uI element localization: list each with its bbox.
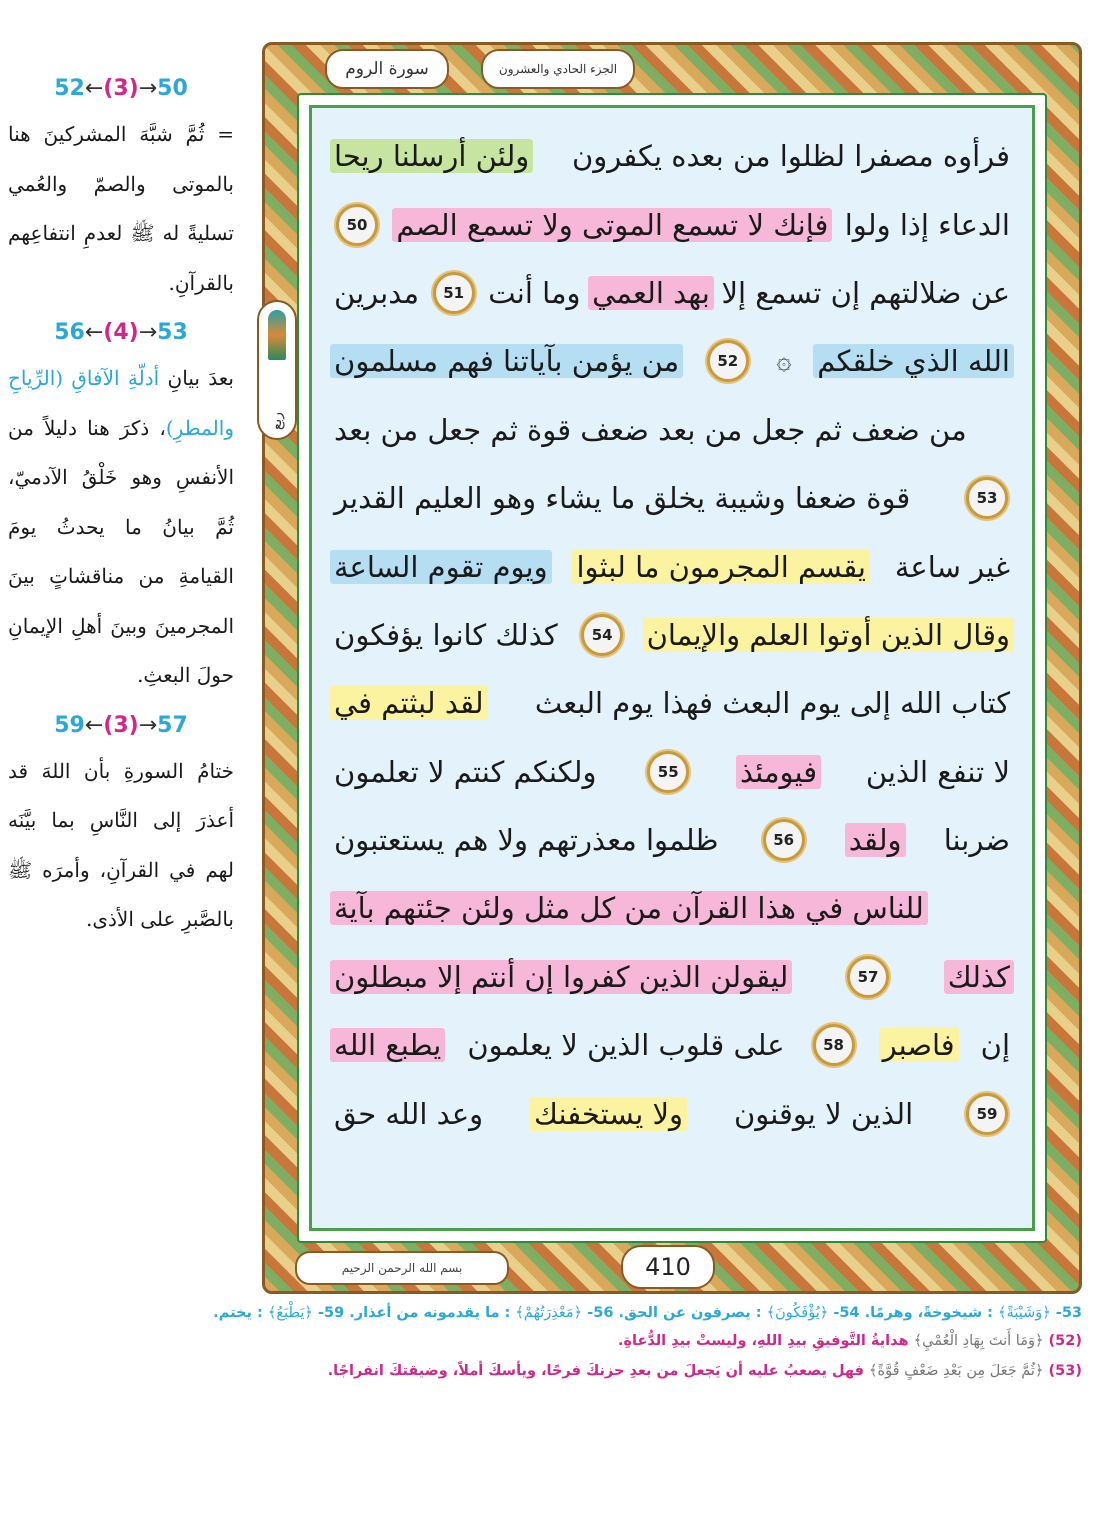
ayah-number-marker: 56 (763, 819, 805, 861)
verse-segment: فرأوه مصفرا لظلوا من بعده يكفرون (571, 139, 1010, 174)
quran-line (330, 738, 1014, 806)
verse-segment: كذلك كانوا يؤفكون (334, 617, 558, 652)
highlighted-verse-segment: ولا يستخفنك (530, 1097, 687, 1131)
ayah-number-marker: 55 (647, 751, 689, 793)
verse-segment: على قلوب الذين لا يعلمون (467, 1028, 785, 1063)
hizb-star-icon: ۞ (776, 346, 792, 377)
verse-segment: غير ساعة (894, 549, 1010, 584)
ayah-number-marker: 57 (847, 956, 889, 998)
ayah-number-marker: 51 (433, 272, 475, 314)
verse-segment: لا تنفع الذين (865, 754, 1010, 789)
verse-segment: كتاب الله إلى يوم البعث فهذا يوم البعث (534, 686, 1010, 721)
reflection-52: (52) ﴿وَمَا أَنتَ بِهَادِ الْعُمْيِ﴾ هدايةُ التَّوفيقِ بيدِ اللهِ، وليستْ بيدِ الدُّعاةِ. (617, 1333, 1082, 1349)
highlighted-verse-segment: كذلك (944, 960, 1014, 994)
verse-segment: وما أنت (488, 275, 581, 310)
rub-label: ربع (269, 411, 285, 430)
verse-segment: من ضعف ثم جعل من بعد ضعف قوة ثم جعل من بعد (334, 412, 967, 447)
verse-segment: قوة ضعفا وشيبة يخلق ما يشاء وهو العليم القدير (334, 481, 911, 516)
highlighted-verse-segment: للناس في هذا القرآن من كل مثل ولئن جئتهم بآية (330, 891, 928, 925)
ayah-number-marker: 53 (966, 477, 1008, 519)
basmala-text: بسم الله الرحمن الرحيم (341, 1261, 463, 1275)
highlighted-verse-segment: يطبع الله (330, 1028, 445, 1062)
ayah-range-2: 56←(4)→53 (54, 320, 188, 345)
text-frame (297, 93, 1047, 1243)
vocab-entry: 56- ﴿مَعْذِرَتُهُمْ﴾ : ما يقدمونه من أعذار. (349, 1305, 614, 1321)
quran-line (330, 532, 1014, 600)
quran-line (330, 1079, 1014, 1147)
verse-segment: الذين لا يوقنون (733, 1096, 914, 1131)
mushaf-page-frame (262, 42, 1082, 1294)
tafsir-side-column (8, 68, 234, 949)
basmala-badge (295, 1251, 509, 1285)
juz-badge (481, 49, 635, 89)
juz-label: الجزء الحادي والعشرون (498, 62, 618, 76)
verse-segment: مدبرين (334, 275, 419, 310)
rub-ornament-icon (268, 310, 286, 360)
vocab-entry: 53- ﴿وَشَيْبَةً﴾ : شيخوخةً، وهرمًا. (864, 1305, 1082, 1321)
quran-line (330, 259, 1014, 327)
quran-line (330, 943, 1014, 1011)
surah-name-badge (325, 49, 449, 89)
quran-line (330, 396, 1014, 464)
verse-segment: عن ضلالتهم إن تسمع إلا (721, 275, 1010, 310)
highlighted-verse-segment: من يؤمن بآياتنا فهم مسلمون (330, 344, 683, 378)
ayah-number-marker: 58 (813, 1024, 855, 1066)
section-2-accent: أدلّةِ الآفاقِ (الرِّياحِ والمطرِ) (8, 366, 234, 440)
quran-lines (330, 122, 1014, 1148)
highlighted-verse-segment: ولقد (845, 823, 906, 857)
reflection-53: (53) ﴿ثُمَّ جَعَلَ مِن بَعْدِ ضَعْفٍ قُوَّةً﴾ فهل يصعبُ عليه أن يَجعلَ من بعدِ حزنكَ فرحًا، ويأسكَ أملاً، وضيقتكَ انفراجًا. (327, 1363, 1082, 1379)
section-1-text: = ثُمَّ شبَّهَ المشركينَ هنا بالموتى والصمّ والعُمي تسليةً له ﷺ لعدمِ انتفاعِهم بالقرآنِ. (8, 122, 234, 295)
section-2-text: بعدَ بيانِ أدلّةِ الآفاقِ (الرِّياحِ والمطرِ)، ذكرَ هنا دليلاً من الأنفسِ وهو خَلْقُ الآدميّ، ثُمَّ بيانُ ما يحدثُ يومَ القيامةِ من مناقشاتٍ بينَ المجرمينَ وبينَ أهلِ الإيمانِ حولَ البعثِ. (8, 366, 234, 687)
highlighted-verse-segment: فإنك لا تسمع الموتى ولا تسمع الصم (392, 208, 832, 242)
highlighted-verse-segment: ويوم تقوم الساعة (330, 550, 552, 584)
verse-segment: إن (980, 1028, 1010, 1063)
highlighted-verse-segment: ليقولن الذين كفروا إن أنتم إلا مبطلون (330, 960, 792, 994)
ayah-range-3: 59←(3)→57 (54, 712, 188, 738)
quran-line (330, 464, 1014, 532)
verse-segment: الدعاء إذا ولوا (844, 207, 1010, 242)
ayah-number-marker: 52 (707, 340, 749, 382)
quran-line (330, 601, 1014, 669)
verse-segment: ولكنكم كنتم لا تعلمون (334, 754, 597, 789)
quran-text-area (309, 105, 1035, 1231)
quran-line (330, 190, 1014, 258)
verse-segment: وعد الله حق (334, 1096, 484, 1131)
highlighted-verse-segment: ولئن أرسلنا ريحا (330, 139, 533, 173)
highlighted-verse-segment: يقسم المجرمون ما لبثوا (572, 550, 870, 584)
ayah-range-1: 52←(3)→50 (54, 76, 188, 101)
surah-name: سورة الروم (345, 59, 429, 79)
ayah-number-marker: 54 (581, 614, 623, 656)
section-3-text: ختامُ السورةِ بأن اللهَ قد أعذرَ إلى النَّاسِ بما بيَّنَه لهم في القرآنِ، وأمرَه ﷺ بالصَّبرِ على الأذى. (8, 758, 234, 931)
footnotes (14, 1300, 1082, 1386)
highlighted-verse-segment: بهد العمي (588, 276, 714, 310)
quran-line (330, 874, 1014, 942)
quran-line (330, 327, 1014, 395)
page-number: 410 (621, 1245, 715, 1289)
vocab-entry: 54- ﴿يُؤْفَكُونَ﴾ : يصرفون عن الحق. (618, 1305, 860, 1321)
verse-segment: ظلموا معذرتهم ولا هم يستعتبون (334, 823, 719, 858)
verse-segment: ضربنا (943, 823, 1010, 858)
vocabulary-line (14, 1300, 1082, 1326)
quran-line (330, 669, 1014, 737)
highlighted-verse-segment: وقال الذين أوتوا العلم والإيمان (643, 618, 1014, 652)
vocab-entry: 59- ﴿يَطْبَعُ﴾ : يختم. (213, 1305, 345, 1321)
quran-line (330, 122, 1014, 190)
ayah-number-marker: 59 (966, 1093, 1008, 1135)
highlighted-verse-segment: الله الذي خلقكم (813, 344, 1014, 378)
highlighted-verse-segment: لقد لبثتم في (330, 686, 488, 720)
ayah-number-marker: 50 (336, 204, 378, 246)
rub-hizb-marker (257, 300, 297, 440)
highlighted-verse-segment: فيومئذ (736, 755, 821, 789)
highlighted-verse-segment: فاصبر (879, 1028, 959, 1062)
quran-line (330, 806, 1014, 874)
quran-line (330, 1011, 1014, 1079)
